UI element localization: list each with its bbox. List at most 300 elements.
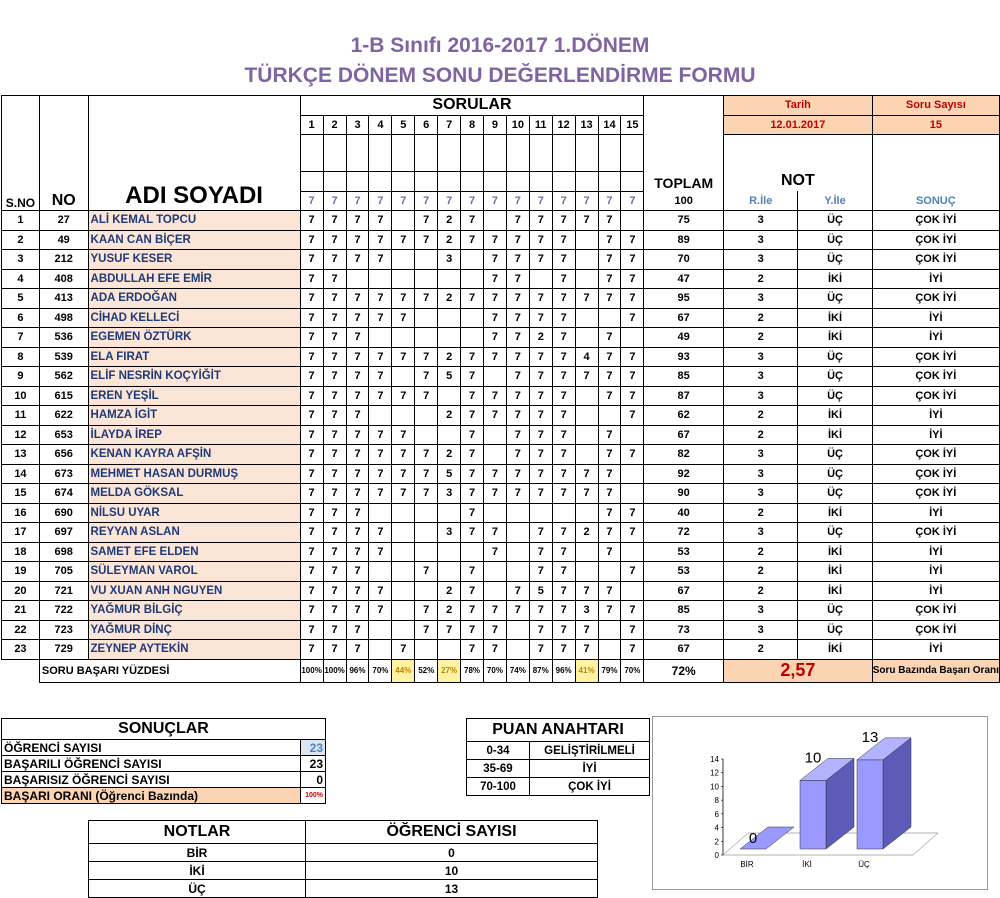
question-number: 2 bbox=[323, 115, 346, 135]
score-cell: 3 bbox=[575, 601, 598, 621]
score-cell: 5 bbox=[438, 464, 461, 484]
score-cell: 2 bbox=[438, 581, 461, 601]
score-cell: 7 bbox=[300, 347, 323, 367]
student-grade-word: ÜÇ bbox=[798, 601, 872, 621]
score-cell: 7 bbox=[552, 347, 575, 367]
score-cell: 7 bbox=[300, 601, 323, 621]
student-grade-word: İKİ bbox=[798, 406, 872, 426]
score-cell bbox=[621, 425, 644, 445]
student-no: 653 bbox=[39, 425, 88, 445]
form-subtitle: TÜRKÇE DÖNEM SONU DEĞERLENDİRME FORMU bbox=[244, 64, 756, 87]
question-success-percent: 41% bbox=[575, 659, 598, 682]
score-cell: 7 bbox=[461, 620, 484, 640]
score-cell: 7 bbox=[323, 562, 346, 582]
student-no: 615 bbox=[39, 386, 88, 406]
grade-key-label: GELİŞTİRİLMELİ bbox=[530, 742, 650, 760]
max-point: 7 bbox=[461, 191, 484, 211]
score-cell: 7 bbox=[369, 523, 392, 543]
score-cell: 7 bbox=[552, 289, 575, 309]
student-name: MELDA GÖKSAL bbox=[88, 484, 300, 504]
score-cell: 7 bbox=[461, 445, 484, 465]
score-cell: 7 bbox=[392, 425, 415, 445]
success-rate-label: BAŞARI ORANI (Öğrenci Bazında) bbox=[2, 788, 301, 804]
score-cell: 7 bbox=[461, 464, 484, 484]
student-count-value: 23 bbox=[301, 740, 326, 756]
student-grade-number: 2 bbox=[724, 640, 798, 660]
score-cell bbox=[621, 484, 644, 504]
student-grade-number: 2 bbox=[724, 328, 798, 348]
score-cell: 7 bbox=[598, 503, 621, 523]
score-cell: 7 bbox=[438, 620, 461, 640]
score-cell: 7 bbox=[392, 230, 415, 250]
score-cell bbox=[438, 562, 461, 582]
score-cell bbox=[369, 503, 392, 523]
score-cell: 7 bbox=[575, 367, 598, 387]
score-cell bbox=[483, 562, 506, 582]
score-cell: 7 bbox=[392, 289, 415, 309]
score-cell: 7 bbox=[323, 250, 346, 270]
student-result: İYİ bbox=[872, 269, 999, 289]
score-cell: 7 bbox=[506, 484, 529, 504]
bar-value-label: 0 bbox=[748, 830, 758, 847]
student-total: 75 bbox=[644, 211, 724, 231]
score-cell: 7 bbox=[300, 581, 323, 601]
student-sno: 21 bbox=[2, 601, 40, 621]
score-cell bbox=[392, 250, 415, 270]
score-cell bbox=[415, 523, 438, 543]
score-cell bbox=[369, 328, 392, 348]
grade-key-table bbox=[466, 718, 650, 796]
score-cell: 7 bbox=[415, 289, 438, 309]
score-cell: 7 bbox=[346, 289, 369, 309]
footer-average: 2,57 bbox=[724, 659, 873, 682]
max-point: 7 bbox=[415, 191, 438, 211]
student-row bbox=[2, 289, 1000, 309]
score-cell: 7 bbox=[323, 269, 346, 289]
score-cell bbox=[461, 250, 484, 270]
student-total: 90 bbox=[644, 484, 724, 504]
score-cell: 7 bbox=[392, 386, 415, 406]
score-cell: 7 bbox=[323, 211, 346, 231]
student-grade-word: İKİ bbox=[798, 542, 872, 562]
student-grade-word: ÜÇ bbox=[798, 250, 872, 270]
max-point: 7 bbox=[598, 191, 621, 211]
score-cell: 7 bbox=[461, 347, 484, 367]
score-cell: 7 bbox=[621, 347, 644, 367]
score-cell: 7 bbox=[621, 562, 644, 582]
score-cell bbox=[575, 328, 598, 348]
max-point: 7 bbox=[506, 191, 529, 211]
student-count-label: ÖĞRENCİ SAYISI bbox=[2, 740, 301, 756]
y-tick-label: 0 bbox=[714, 851, 719, 860]
question-success-percent: 70% bbox=[369, 659, 392, 682]
student-total: 70 bbox=[644, 250, 724, 270]
y-tick-label: 6 bbox=[714, 809, 719, 819]
student-sno: 7 bbox=[2, 328, 40, 348]
question-blank-cell bbox=[575, 172, 598, 192]
question-count-value: 15 bbox=[872, 115, 999, 135]
question-number: 10 bbox=[506, 115, 529, 135]
score-cell bbox=[392, 562, 415, 582]
score-cell: 7 bbox=[552, 484, 575, 504]
score-cell: 7 bbox=[483, 640, 506, 660]
score-cell: 7 bbox=[483, 484, 506, 504]
student-total: 67 bbox=[644, 425, 724, 445]
score-cell: 7 bbox=[323, 406, 346, 426]
score-cell: 7 bbox=[461, 503, 484, 523]
score-cell: 7 bbox=[369, 308, 392, 328]
score-cell: 7 bbox=[346, 425, 369, 445]
score-cell: 7 bbox=[598, 542, 621, 562]
score-cell: 7 bbox=[369, 601, 392, 621]
score-cell: 7 bbox=[483, 406, 506, 426]
score-cell bbox=[438, 308, 461, 328]
question-number: 15 bbox=[621, 115, 644, 135]
student-name: ADA ERDOĞAN bbox=[88, 289, 300, 309]
student-row bbox=[2, 640, 1000, 660]
student-result: ÇOK İYİ bbox=[872, 523, 999, 543]
score-cell bbox=[415, 250, 438, 270]
x-category-label: İKİ bbox=[802, 860, 812, 869]
max-point: 7 bbox=[323, 191, 346, 211]
score-cell: 7 bbox=[323, 289, 346, 309]
score-cell: 7 bbox=[598, 425, 621, 445]
score-cell: 7 bbox=[346, 503, 369, 523]
student-no: 562 bbox=[39, 367, 88, 387]
score-cell: 7 bbox=[529, 425, 552, 445]
sorular-header: SORULAR bbox=[300, 96, 644, 116]
student-sno: 9 bbox=[2, 367, 40, 387]
student-name: EREN YEŞİL bbox=[88, 386, 300, 406]
score-cell: 7 bbox=[529, 445, 552, 465]
score-cell: 7 bbox=[529, 640, 552, 660]
score-cell bbox=[415, 269, 438, 289]
score-cell: 7 bbox=[552, 386, 575, 406]
score-cell: 7 bbox=[323, 581, 346, 601]
grade-key-range: 35-69 bbox=[467, 760, 530, 778]
toplam-header: TOPLAM bbox=[644, 96, 724, 192]
question-blank-cell bbox=[483, 172, 506, 192]
score-cell: 2 bbox=[438, 347, 461, 367]
student-row bbox=[2, 250, 1000, 270]
grade-key-label: ÇOK İYİ bbox=[530, 778, 650, 796]
score-cell: 7 bbox=[506, 581, 529, 601]
score-cell: 7 bbox=[300, 230, 323, 250]
footer-total-percent: 72% bbox=[644, 659, 724, 682]
grade-count: 0 bbox=[306, 844, 598, 862]
score-cell: 7 bbox=[369, 289, 392, 309]
score-cell bbox=[392, 542, 415, 562]
score-cell: 7 bbox=[415, 601, 438, 621]
date-value: 12.01.2017 bbox=[724, 115, 873, 135]
question-blank-cell bbox=[346, 172, 369, 192]
student-result: ÇOK İYİ bbox=[872, 601, 999, 621]
score-cell: 7 bbox=[529, 601, 552, 621]
score-cell: 7 bbox=[392, 640, 415, 660]
score-cell: 7 bbox=[529, 562, 552, 582]
max-point: 7 bbox=[552, 191, 575, 211]
score-cell bbox=[392, 503, 415, 523]
score-cell: 7 bbox=[598, 484, 621, 504]
score-cell bbox=[392, 523, 415, 543]
score-cell: 7 bbox=[369, 250, 392, 270]
score-cell bbox=[575, 562, 598, 582]
bar bbox=[800, 780, 826, 849]
score-cell: 7 bbox=[621, 250, 644, 270]
score-cell: 7 bbox=[300, 484, 323, 504]
footer-average-label: Soru Bazında Başarı Oranı bbox=[872, 659, 999, 682]
score-cell: 7 bbox=[506, 328, 529, 348]
student-grade-word: ÜÇ bbox=[798, 230, 872, 250]
student-grade-word: ÜÇ bbox=[798, 620, 872, 640]
question-number: 5 bbox=[392, 115, 415, 135]
failed-count-label: BAŞARISIZ ÖĞRENCİ SAYISI bbox=[2, 772, 301, 788]
score-cell: 7 bbox=[575, 484, 598, 504]
score-cell bbox=[598, 308, 621, 328]
question-success-percent: 44% bbox=[392, 659, 415, 682]
score-cell: 7 bbox=[392, 445, 415, 465]
student-result: İYİ bbox=[872, 503, 999, 523]
max-point: 7 bbox=[621, 191, 644, 211]
student-name: KAAN CAN BİÇER bbox=[88, 230, 300, 250]
student-sno: 17 bbox=[2, 523, 40, 543]
student-grade-number: 3 bbox=[724, 445, 798, 465]
score-cell bbox=[575, 308, 598, 328]
grade-chart bbox=[652, 716, 988, 890]
student-name: YAĞMUR DİNÇ bbox=[88, 620, 300, 640]
score-cell: 7 bbox=[300, 620, 323, 640]
grade-label: ÜÇ bbox=[89, 880, 306, 898]
question-blank-cell bbox=[300, 172, 323, 192]
score-cell: 7 bbox=[506, 601, 529, 621]
student-grade-number: 3 bbox=[724, 250, 798, 270]
score-cell: 7 bbox=[598, 601, 621, 621]
score-cell: 7 bbox=[415, 211, 438, 231]
score-cell: 7 bbox=[369, 386, 392, 406]
score-cell bbox=[575, 445, 598, 465]
score-cell: 7 bbox=[598, 328, 621, 348]
score-cell bbox=[415, 542, 438, 562]
student-result: ÇOK İYİ bbox=[872, 620, 999, 640]
grade-count: 10 bbox=[306, 862, 598, 880]
student-result: ÇOK İYİ bbox=[872, 484, 999, 504]
student-name: VU XUAN ANH NGUYEN bbox=[88, 581, 300, 601]
score-cell: 7 bbox=[506, 386, 529, 406]
score-cell: 7 bbox=[300, 464, 323, 484]
student-name: YUSUF KESER bbox=[88, 250, 300, 270]
score-cell: 7 bbox=[552, 523, 575, 543]
student-result: ÇOK İYİ bbox=[872, 464, 999, 484]
question-blank-cell bbox=[392, 135, 415, 172]
question-blank-cell bbox=[369, 172, 392, 192]
score-cell: 7 bbox=[598, 464, 621, 484]
student-grade-word: ÜÇ bbox=[798, 289, 872, 309]
student-result: İYİ bbox=[872, 562, 999, 582]
score-cell: 7 bbox=[621, 445, 644, 465]
score-cell: 7 bbox=[300, 503, 323, 523]
score-cell bbox=[575, 406, 598, 426]
student-grade-word: ÜÇ bbox=[798, 347, 872, 367]
score-cell bbox=[392, 581, 415, 601]
score-cell: 7 bbox=[621, 620, 644, 640]
student-grade-number: 2 bbox=[724, 425, 798, 445]
score-cell bbox=[438, 269, 461, 289]
score-cell: 7 bbox=[461, 211, 484, 231]
student-row bbox=[2, 230, 1000, 250]
score-cell bbox=[575, 386, 598, 406]
student-total: 85 bbox=[644, 367, 724, 387]
score-cell: 7 bbox=[483, 250, 506, 270]
score-cell: 7 bbox=[323, 523, 346, 543]
student-name: ABDULLAH EFE EMİR bbox=[88, 269, 300, 289]
sonuc-header: SONUÇ bbox=[872, 191, 999, 211]
score-cell: 7 bbox=[461, 386, 484, 406]
score-cell: 7 bbox=[621, 269, 644, 289]
student-grade-word: İKİ bbox=[798, 640, 872, 660]
score-cell: 7 bbox=[552, 445, 575, 465]
student-total: 67 bbox=[644, 640, 724, 660]
student-no: 729 bbox=[39, 640, 88, 660]
grade-count: 13 bbox=[306, 880, 598, 898]
score-cell: 7 bbox=[552, 230, 575, 250]
score-cell bbox=[369, 640, 392, 660]
student-name: REYYAN ASLAN bbox=[88, 523, 300, 543]
score-cell: 7 bbox=[483, 542, 506, 562]
score-cell bbox=[415, 328, 438, 348]
score-cell bbox=[621, 211, 644, 231]
max-point: 7 bbox=[300, 191, 323, 211]
score-cell: 7 bbox=[323, 328, 346, 348]
score-cell bbox=[483, 425, 506, 445]
question-count-label: Soru Sayısı bbox=[872, 96, 999, 116]
score-cell: 7 bbox=[415, 484, 438, 504]
student-total: 93 bbox=[644, 347, 724, 367]
x-category-label: BİR bbox=[740, 860, 754, 869]
score-cell bbox=[621, 464, 644, 484]
question-number: 9 bbox=[483, 115, 506, 135]
student-row bbox=[2, 211, 1000, 231]
score-cell: 7 bbox=[529, 464, 552, 484]
student-total: 72 bbox=[644, 523, 724, 543]
student-grade-word: İKİ bbox=[798, 503, 872, 523]
student-result: İYİ bbox=[872, 406, 999, 426]
score-cell: 7 bbox=[506, 269, 529, 289]
score-cell: 7 bbox=[529, 211, 552, 231]
score-cell: 7 bbox=[598, 211, 621, 231]
score-cell: 7 bbox=[323, 308, 346, 328]
score-cell: 7 bbox=[346, 230, 369, 250]
question-success-percent: 27% bbox=[438, 659, 461, 682]
score-cell: 7 bbox=[598, 250, 621, 270]
question-number: 11 bbox=[529, 115, 552, 135]
score-cell: 3 bbox=[438, 484, 461, 504]
score-cell: 7 bbox=[598, 386, 621, 406]
student-no: 721 bbox=[39, 581, 88, 601]
x-category-label: ÜÇ bbox=[858, 860, 870, 869]
score-cell: 7 bbox=[369, 581, 392, 601]
question-blank-cell bbox=[598, 172, 621, 192]
score-cell: 7 bbox=[346, 445, 369, 465]
score-cell: 7 bbox=[552, 406, 575, 426]
student-no: 27 bbox=[39, 211, 88, 231]
score-cell: 7 bbox=[529, 250, 552, 270]
no-header: NO bbox=[39, 96, 88, 211]
score-cell: 7 bbox=[323, 445, 346, 465]
student-name: SÜLEYMAN VAROL bbox=[88, 562, 300, 582]
score-cell: 7 bbox=[300, 523, 323, 543]
student-name: SAMET EFE ELDEN bbox=[88, 542, 300, 562]
score-cell bbox=[483, 503, 506, 523]
score-cell: 7 bbox=[461, 562, 484, 582]
student-row bbox=[2, 464, 1000, 484]
student-name: YAĞMUR BİLGİÇ bbox=[88, 601, 300, 621]
grades-table bbox=[1, 95, 1000, 683]
score-cell: 7 bbox=[346, 211, 369, 231]
student-name: ELİF NESRİN KOÇYİĞİT bbox=[88, 367, 300, 387]
score-cell: 7 bbox=[300, 269, 323, 289]
score-cell: 7 bbox=[483, 620, 506, 640]
score-cell: 7 bbox=[483, 328, 506, 348]
score-cell: 7 bbox=[369, 347, 392, 367]
score-cell: 7 bbox=[552, 542, 575, 562]
score-cell: 7 bbox=[506, 250, 529, 270]
score-cell: 7 bbox=[300, 425, 323, 445]
score-cell: 7 bbox=[346, 347, 369, 367]
student-sno: 18 bbox=[2, 542, 40, 562]
student-total: 85 bbox=[644, 601, 724, 621]
question-success-percent: 70% bbox=[483, 659, 506, 682]
student-total: 40 bbox=[644, 503, 724, 523]
score-cell: 7 bbox=[323, 230, 346, 250]
score-cell bbox=[529, 269, 552, 289]
score-cell bbox=[506, 542, 529, 562]
student-result: ÇOK İYİ bbox=[872, 386, 999, 406]
student-grade-number: 2 bbox=[724, 269, 798, 289]
score-cell: 7 bbox=[621, 406, 644, 426]
score-cell: 7 bbox=[323, 601, 346, 621]
question-number: 14 bbox=[598, 115, 621, 135]
score-cell bbox=[438, 503, 461, 523]
question-success-percent: 96% bbox=[346, 659, 369, 682]
student-sno: 10 bbox=[2, 386, 40, 406]
score-cell: 7 bbox=[575, 581, 598, 601]
score-cell: 7 bbox=[300, 640, 323, 660]
score-cell: 7 bbox=[369, 425, 392, 445]
score-cell bbox=[438, 425, 461, 445]
question-number: 1 bbox=[300, 115, 323, 135]
rakam-header: R.İle bbox=[724, 191, 798, 211]
score-cell bbox=[483, 445, 506, 465]
question-blank-cell bbox=[438, 172, 461, 192]
student-grade-word: ÜÇ bbox=[798, 484, 872, 504]
student-sno: 4 bbox=[2, 269, 40, 289]
score-cell: 2 bbox=[438, 230, 461, 250]
question-success-percent: 87% bbox=[529, 659, 552, 682]
grade-key-label: İYİ bbox=[530, 760, 650, 778]
score-cell bbox=[415, 308, 438, 328]
score-cell: 7 bbox=[346, 620, 369, 640]
question-blank-cell bbox=[575, 135, 598, 172]
max-point: 7 bbox=[529, 191, 552, 211]
student-name: NİLSU UYAR bbox=[88, 503, 300, 523]
score-cell: 7 bbox=[369, 367, 392, 387]
question-blank-cell bbox=[300, 135, 323, 172]
score-cell bbox=[415, 581, 438, 601]
score-cell bbox=[598, 640, 621, 660]
student-name: İLAYDA İREP bbox=[88, 425, 300, 445]
toplam-max: 100 bbox=[644, 191, 724, 211]
question-blank-cell bbox=[621, 135, 644, 172]
